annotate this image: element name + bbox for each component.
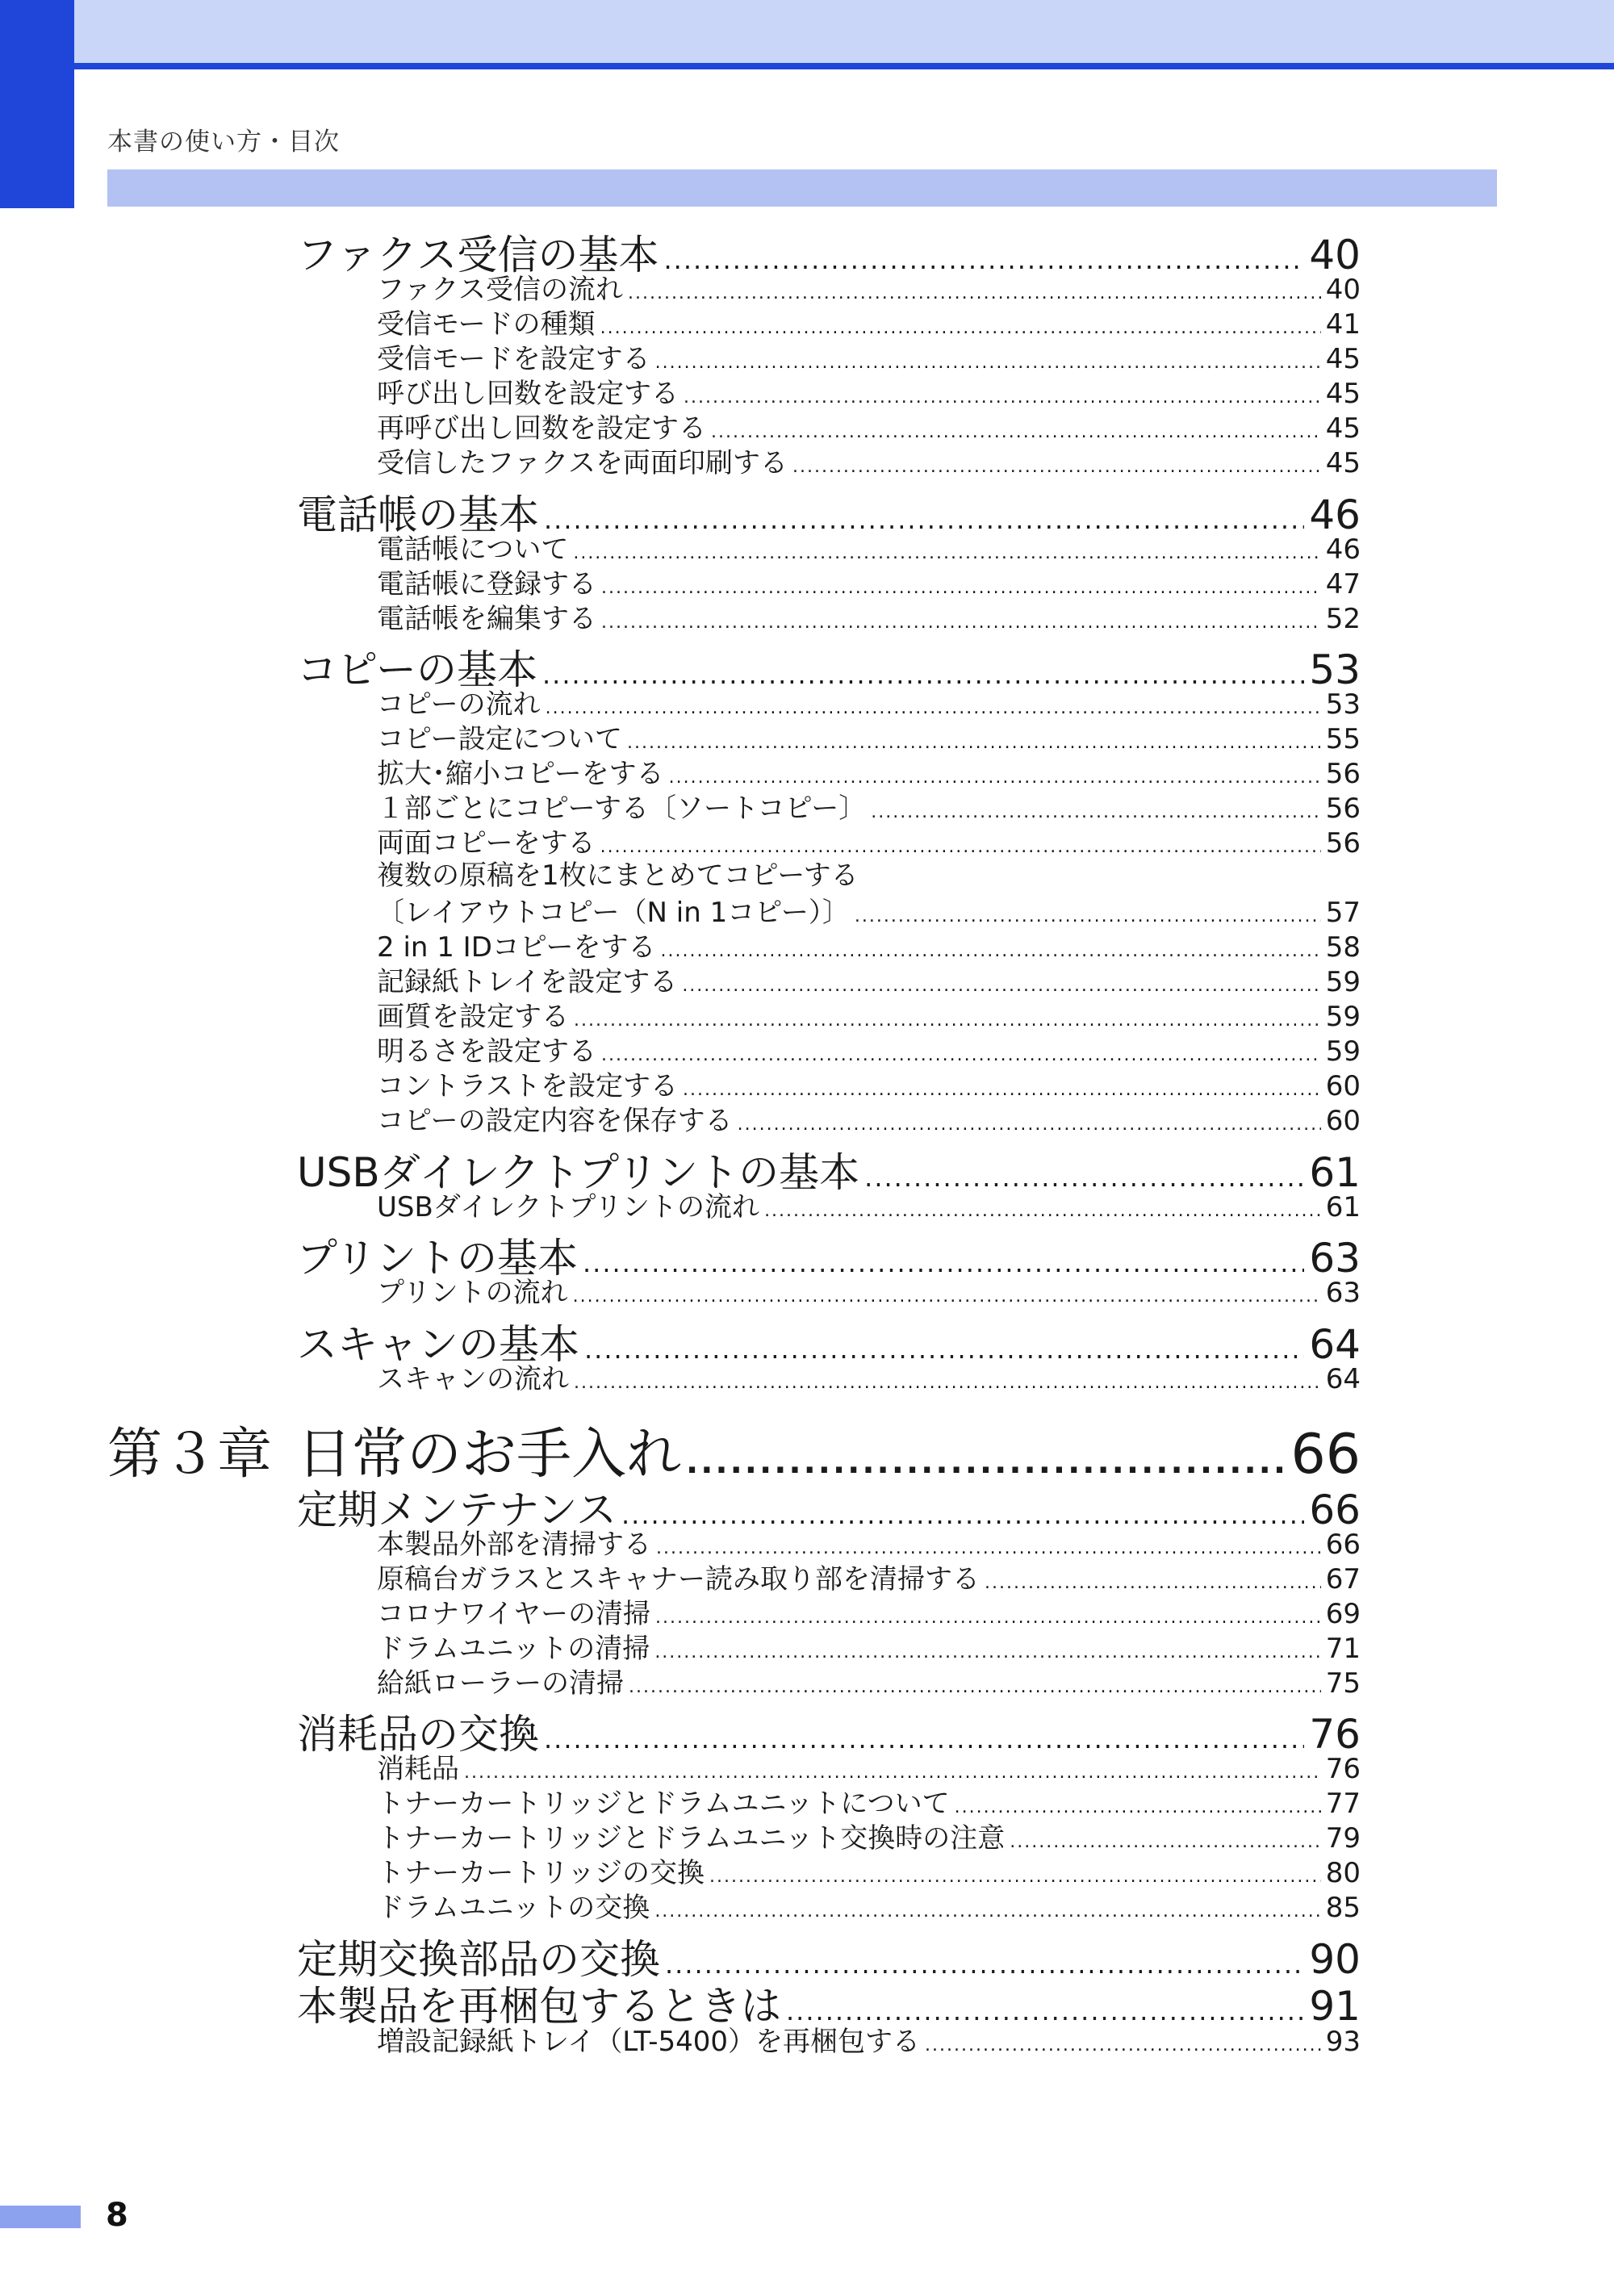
- dot-leader: [627, 733, 1321, 753]
- dot-leader: [574, 1010, 1321, 1031]
- dot-leader: [573, 543, 1320, 563]
- page-number: 8: [106, 2197, 128, 2234]
- toc-entry[interactable]: [377, 821, 1361, 859]
- dot-leader: [669, 767, 1321, 788]
- dot-leader: [655, 353, 1321, 373]
- toc-page-number: 59: [1325, 1001, 1361, 1033]
- toc-section-title: 本製品を再梱包するときは: [297, 1983, 781, 2030]
- dot-leader: [711, 422, 1321, 442]
- toc-page-number: 67: [1325, 1563, 1361, 1595]
- toc-page-number: 91: [1309, 1983, 1361, 2030]
- dot-leader: [629, 1677, 1321, 1697]
- toc-entry-label: プリントの流れ: [377, 1277, 568, 1309]
- dot-leader: [764, 1201, 1321, 1221]
- toc-page-number: 69: [1325, 1598, 1361, 1630]
- toc-page-number: 76: [1325, 1753, 1361, 1785]
- toc-entry[interactable]: [377, 441, 1361, 479]
- dot-leader: [683, 1080, 1321, 1100]
- toc-section-copy[interactable]: [297, 638, 1361, 693]
- toc-page-number: 40: [1309, 232, 1361, 278]
- toc-entry[interactable]: [377, 890, 1361, 929]
- dot-leader: [654, 1642, 1320, 1662]
- toc-page-number: 45: [1325, 447, 1361, 479]
- toc-entry[interactable]: [377, 1851, 1361, 1889]
- dot-leader: [654, 1901, 1320, 1922]
- toc-entry-label: 電話帳を編集する: [377, 603, 596, 635]
- toc-page-number: 59: [1325, 1035, 1361, 1068]
- toc-page-number: 61: [1325, 1191, 1361, 1223]
- toc-section-title: 消耗品の交換: [297, 1711, 539, 1758]
- toc-entry-label: コントラストを設定する: [377, 1070, 678, 1102]
- dot-leader: [1010, 1832, 1320, 1852]
- toc-page-number: 63: [1309, 1235, 1361, 1282]
- toc-entry-label: 電話帳に登録する: [377, 568, 596, 600]
- chapter-title: 日常のお手入れ: [297, 1423, 682, 1487]
- toc-page-number: 63: [1325, 1277, 1361, 1309]
- toc-section-print[interactable]: [297, 1226, 1361, 1282]
- toc-entry[interactable]: [377, 267, 1361, 306]
- dot-leader: [955, 1797, 1321, 1817]
- toc-page-number: 66: [1325, 1529, 1361, 1561]
- dot-leader: [682, 976, 1320, 996]
- toc-entry-label: コロナワイヤーの清掃: [377, 1598, 650, 1630]
- toc-page-number: 60: [1325, 1070, 1361, 1102]
- toc-page-number: 57: [1325, 897, 1361, 929]
- dot-leader: [925, 2035, 1321, 2056]
- toc-entry-label: 消耗品: [377, 1753, 459, 1785]
- toc-entry[interactable]: [377, 994, 1361, 1033]
- toc-page-number: 41: [1325, 308, 1361, 341]
- dot-leader: [871, 802, 1321, 822]
- toc-entry[interactable]: [377, 1591, 1361, 1630]
- dot-leader: [546, 698, 1321, 718]
- dot-leader: [574, 1373, 1321, 1393]
- toc-entry-label: 原稿台ガラスとスキャナー読み取り部を清掃する: [377, 1563, 980, 1595]
- toc-entry-label: スキャンの流れ: [377, 1363, 569, 1395]
- toc-page-number: 55: [1325, 723, 1361, 755]
- dot-leader: [985, 1573, 1321, 1593]
- toc-section-title: ファクス受信の基本: [297, 232, 659, 278]
- toc-page-number: 76: [1309, 1711, 1361, 1758]
- toc-entry[interactable]: [377, 527, 1361, 566]
- toc-section-phonebook[interactable]: [297, 483, 1361, 538]
- toc-entry-label: 記録紙トレイを設定する: [377, 966, 678, 998]
- toc-entry-label: 両面コピーをする: [377, 827, 596, 859]
- toc-page-number: 45: [1325, 412, 1361, 445]
- toc-entry[interactable]: [377, 1270, 1361, 1309]
- toc-entry[interactable]: [377, 1064, 1361, 1102]
- toc-section-title: プリントの基本: [297, 1235, 578, 1282]
- toc-entry-label: 給紙ローラーの清掃: [377, 1667, 624, 1700]
- dot-leader: [601, 1045, 1321, 1065]
- toc-entry-label: 電話帳について: [377, 533, 569, 566]
- toc-page-number: 71: [1325, 1633, 1361, 1665]
- toc-page-number: 85: [1325, 1892, 1361, 1924]
- toc-entry-label: 2 in 1 IDコピーをする: [377, 931, 656, 964]
- dot-leader: [600, 318, 1321, 338]
- toc-entry-label: 増設記録紙トレイ（LT-5400）を再梱包する: [377, 2026, 921, 2058]
- toc-page-number: 45: [1325, 378, 1361, 410]
- toc-page-number: 52: [1325, 603, 1361, 635]
- running-header: 本書の使い方・目次: [107, 128, 340, 157]
- toc-page-number: 60: [1325, 1105, 1361, 1137]
- toc-entry-label: トナーカートリッジとドラムユニットについて: [377, 1788, 950, 1820]
- toc-page-number: 53: [1325, 688, 1361, 721]
- toc-entry[interactable]: [377, 371, 1361, 410]
- toc-entry-label: コピーの流れ: [377, 688, 541, 721]
- toc-page-number: 40: [1325, 274, 1361, 306]
- dot-leader: [464, 1763, 1321, 1783]
- toc-entry[interactable]: [377, 2019, 1361, 2058]
- toc-page-number: 47: [1325, 568, 1361, 600]
- toc-entry-label: USBダイレクトプリントの流れ: [377, 1191, 760, 1223]
- toc-entry[interactable]: [377, 1357, 1361, 1395]
- toc-section-repack[interactable]: [297, 1974, 1361, 2030]
- toc-entry-label: 受信モードを設定する: [377, 343, 650, 375]
- toc-page-number: 53: [1309, 646, 1361, 693]
- toc-entry[interactable]: [377, 682, 1361, 721]
- toc-entry[interactable]: [377, 751, 1361, 790]
- toc-page-number: 46: [1309, 491, 1361, 538]
- toc-section-usb-print[interactable]: [297, 1140, 1361, 1196]
- page-tab-marker: [0, 2206, 81, 2228]
- toc-page-number: 56: [1325, 758, 1361, 790]
- toc-entry[interactable]: [377, 596, 1361, 635]
- toc-section-consumables[interactable]: [297, 1702, 1361, 1758]
- toc-page-number: 56: [1325, 793, 1361, 825]
- toc-entry-label: 呼び出し回数を設定する: [377, 378, 679, 410]
- toc-entry[interactable]: [377, 925, 1361, 964]
- toc-page-number: 80: [1325, 1857, 1361, 1889]
- toc-section-title: USBダイレクトプリントの基本: [297, 1149, 860, 1196]
- toc-section-title: 定期交換部品の交換: [297, 1936, 660, 1983]
- toc-entry-label: 拡大･縮小コピーをする: [377, 758, 664, 790]
- toc-entry[interactable]: [377, 337, 1361, 375]
- toc-page-number: 93: [1325, 2026, 1361, 2058]
- toc-page-number: 75: [1325, 1667, 1361, 1700]
- toc-page-number: 64: [1309, 1321, 1361, 1368]
- toc-entry-label: 明るさを設定する: [377, 1035, 596, 1068]
- toc-section-title: 定期メンテナンス: [297, 1487, 617, 1533]
- toc-entry-label: トナーカートリッジとドラムユニット交換時の注意: [377, 1822, 1006, 1855]
- toc-entry-label: 受信したファクスを両面印刷する: [377, 447, 788, 479]
- toc-page-number: 46: [1325, 533, 1361, 566]
- toc-page-number: 58: [1325, 931, 1361, 964]
- toc-entry[interactable]: [377, 1781, 1361, 1820]
- toc-chapter-3[interactable]: [107, 1411, 1361, 1487]
- dot-leader: [656, 1538, 1321, 1558]
- toc-entry[interactable]: [377, 1522, 1361, 1561]
- dot-leader: [709, 1867, 1321, 1887]
- toc-page-number: 56: [1325, 827, 1361, 859]
- toc-entry[interactable]: [377, 406, 1361, 445]
- toc-entry-label: 本製品外部を清掃する: [377, 1529, 651, 1561]
- dot-leader: [855, 906, 1321, 926]
- dot-leader: [686, 1444, 1286, 1481]
- toc-section-periodic-parts[interactable]: [297, 1927, 1361, 1983]
- toc-entry[interactable]: [377, 1098, 1361, 1137]
- toc-entry-label: コピーの設定内容を保存する: [377, 1105, 733, 1137]
- toc-section-title: コピーの基本: [297, 646, 537, 693]
- toc-page-number: 66: [1309, 1487, 1361, 1533]
- dot-leader: [628, 283, 1321, 303]
- toc-entry-label: １部ごとにコピーする〔ソートコピー〕: [377, 793, 867, 825]
- dot-leader: [573, 1286, 1321, 1307]
- dot-leader: [684, 387, 1321, 408]
- toc-entry-label: ドラムユニットの清掃: [377, 1633, 650, 1665]
- chapter-number: 第３章: [107, 1423, 273, 1487]
- toc-entry[interactable]: [377, 1626, 1361, 1665]
- toc-section-scan[interactable]: [297, 1312, 1361, 1368]
- toc-page-number: 64: [1325, 1363, 1361, 1395]
- toc-page-number: 59: [1325, 966, 1361, 998]
- toc-entry[interactable]: [377, 1885, 1361, 1924]
- toc-section-fax-receive[interactable]: [297, 223, 1361, 278]
- toc-entry[interactable]: [377, 960, 1361, 998]
- toc-entry[interactable]: [377, 1029, 1361, 1068]
- toc-entry-label: 再呼び出し回数を設定する: [377, 412, 706, 445]
- dot-leader: [655, 1608, 1321, 1628]
- toc-section-title: スキャンの基本: [297, 1321, 579, 1368]
- toc-entry-label: 画質を設定する: [377, 1001, 569, 1033]
- dot-leader: [601, 578, 1321, 598]
- dot-leader: [792, 457, 1321, 477]
- toc-entry[interactable]: [377, 1746, 1361, 1785]
- toc-entry-label: コピー設定について: [377, 723, 622, 755]
- toc-entry-label[interactable]: 複数の原稿を1枚にまとめてコピーする: [377, 859, 859, 892]
- toc-entry[interactable]: [377, 562, 1361, 600]
- dot-leader: [601, 613, 1321, 633]
- toc-page-number: 77: [1325, 1788, 1361, 1820]
- toc-entry[interactable]: [377, 1816, 1361, 1855]
- toc-entry-label: ファクス受信の流れ: [377, 274, 623, 306]
- toc-entry-label: ドラムユニットの交換: [377, 1892, 650, 1924]
- toc-entry[interactable]: [377, 302, 1361, 341]
- dot-leader: [661, 941, 1321, 961]
- toc-page-number: 45: [1325, 343, 1361, 375]
- toc-page-number: 90: [1309, 1936, 1361, 1983]
- toc-entry[interactable]: [377, 1185, 1361, 1223]
- toc-entry-label: 受信モードの種類: [377, 308, 596, 341]
- toc-section-title: 電話帳の基本: [297, 491, 539, 538]
- toc-section-maintenance[interactable]: [297, 1478, 1361, 1533]
- toc-page-number: 66: [1290, 1423, 1361, 1487]
- toc-entry[interactable]: [377, 1557, 1361, 1595]
- dot-leader: [738, 1115, 1321, 1135]
- toc-page-number: 79: [1325, 1822, 1361, 1855]
- toc-entry[interactable]: [377, 1661, 1361, 1700]
- toc-entry[interactable]: [377, 717, 1361, 755]
- toc-entry[interactable]: [377, 786, 1361, 825]
- toc-page-number: 61: [1309, 1149, 1361, 1196]
- toc-entry-label: 〔レイアウトコピー（N in 1コピー）〕: [377, 897, 850, 929]
- toc-entry-label: トナーカートリッジの交換: [377, 1857, 705, 1889]
